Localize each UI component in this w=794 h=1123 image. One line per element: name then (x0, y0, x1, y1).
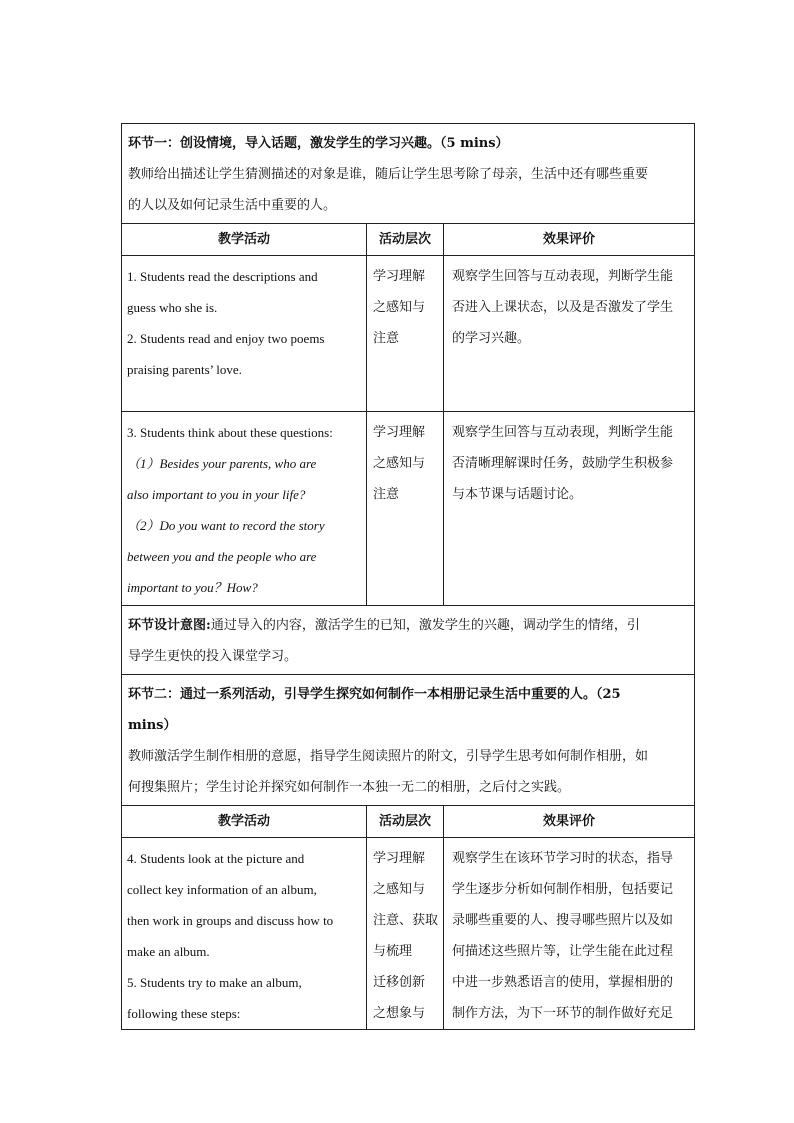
header-evaluation: 效果评价 (444, 224, 695, 256)
activity-cell (122, 256, 367, 412)
section2-title-line1: 环节二：通过一系列活动，引导学生探究如何制作一本相册记录生活中重要的人。（25 (128, 687, 621, 702)
section2-desc-line2: 何搜集照片；学生讨论并探究如何制作一本独一无二的相册，之后付之实践。 (128, 780, 571, 795)
design-intent-row (122, 606, 695, 675)
section2-cell (122, 675, 695, 806)
level-cell (367, 838, 444, 1030)
section1-title: 环节一：创设情境，导入话题，激发学生的学习兴趣。（5 mins） (128, 136, 509, 151)
evaluation-line: 观察学生回答与互动表现，判断学生能 (452, 425, 674, 440)
evaluation-cell (444, 838, 695, 1030)
evaluation-line: 何描述这些照片等，让学生能在此过程 (452, 944, 674, 959)
level-line: 学习理解 (373, 425, 426, 440)
evaluation-cell (444, 256, 695, 412)
activity-cell (122, 838, 367, 1030)
evaluation-line: 否进入上课状态，以及是否激发了学生 (452, 300, 674, 315)
design-intent-text-line2: 导学生更快的投入课堂学习。 (128, 649, 298, 664)
header-evaluation: 效果评价 (444, 806, 695, 838)
level-line: 之感知与 (373, 882, 426, 897)
activity-line: collect key information of an album, (127, 882, 317, 897)
level-line: 与梳理 (373, 944, 413, 959)
evaluation-line: 中进一步熟悉语言的使用，掌握相册的 (452, 975, 674, 990)
evaluation-line: 学生逐步分析如何制作相册，包括要记 (452, 882, 674, 897)
section2-desc-line1: 教师激活学生制作相册的意愿，指导学生阅读照片的附文，引导学生思考如何制作相册，如 (128, 749, 649, 764)
header-activity: 教学活动 (122, 224, 367, 256)
design-intent-label: 环节设计意图: (128, 618, 211, 633)
level-line: 注意 (373, 487, 400, 502)
design-intent-cell (122, 606, 695, 675)
activity-line: also important to you in your life? (127, 487, 306, 502)
section2-row (122, 675, 695, 806)
table-header-row (122, 806, 695, 838)
header-activity: 教学活动 (122, 806, 367, 838)
activity-line: then work in groups and discuss how to (127, 913, 334, 928)
activity-line: 5. Students try to make an album, (127, 975, 302, 990)
level-line: 之感知与 (373, 300, 426, 315)
activity-line: （2）Do you want to record the story (127, 518, 325, 533)
activity-line: important to you？How? (127, 580, 258, 595)
evaluation-line: 观察学生回答与互动表现，判断学生能 (452, 269, 674, 284)
activity-line: between you and the people who are (127, 549, 317, 564)
activity-line: make an album. (127, 944, 210, 959)
activity-cell (122, 412, 367, 606)
level-cell (367, 256, 444, 412)
activity-line: guess who she is. (127, 300, 218, 315)
level-line: 学习理解 (373, 269, 426, 284)
level-line: 注意 (373, 331, 400, 346)
evaluation-line: 的学习兴趣。 (452, 331, 531, 346)
section1-cell (122, 124, 695, 224)
level-line: 迁移创新 (373, 975, 426, 990)
lesson-plan-table (121, 123, 695, 1030)
design-intent-text-line1: 通过导入的内容，激活学生的已知，激发学生的兴趣，调动学生的情绪，引 (210, 618, 640, 633)
evaluation-line: 否清晰理解课时任务，鼓励学生积极参 (452, 456, 674, 471)
activity-line: praising parents’ love. (127, 362, 242, 377)
header-level: 活动层次 (367, 806, 444, 838)
table-row (122, 412, 695, 606)
level-line: 学习理解 (373, 851, 426, 866)
header-level: 活动层次 (367, 224, 444, 256)
activity-line: 2. Students read and enjoy two poems (127, 331, 325, 346)
level-cell (367, 412, 444, 606)
level-line: 之想象与 (373, 1006, 426, 1021)
activity-line: （1）Besides your parents, who are (127, 456, 317, 471)
table-row (122, 838, 695, 1030)
section1-row (122, 124, 695, 224)
table-row (122, 256, 695, 412)
table-header-row (122, 224, 695, 256)
evaluation-line: 制作方法，为下一环节的制作做好充足 (452, 1006, 674, 1021)
evaluation-line: 与本节课与话题讨论。 (452, 487, 583, 502)
evaluation-line: 录哪些重要的人、搜寻哪些照片以及如 (452, 913, 674, 928)
level-line: 注意、获取 (373, 913, 439, 928)
activity-line: following these steps: (127, 1006, 241, 1021)
section1-desc-line2: 的人以及如何记录生活中重要的人。 (128, 198, 337, 213)
activity-line: 4. Students look at the picture and (127, 851, 305, 866)
level-line: 之感知与 (373, 456, 426, 471)
section2-title-line2: mins） (128, 718, 177, 733)
activity-line: 3. Students think about these questions: (127, 425, 333, 440)
evaluation-line: 观察学生在该环节学习时的状态，指导 (452, 851, 674, 866)
section1-desc-line1: 教师给出描述让学生猜测描述的对象是谁，随后让学生思考除了母亲，生活中还有哪些重要 (128, 167, 649, 182)
activity-line: 1. Students read the descriptions and (127, 269, 318, 284)
evaluation-cell (444, 412, 695, 606)
lesson-plan-document (121, 123, 694, 1030)
